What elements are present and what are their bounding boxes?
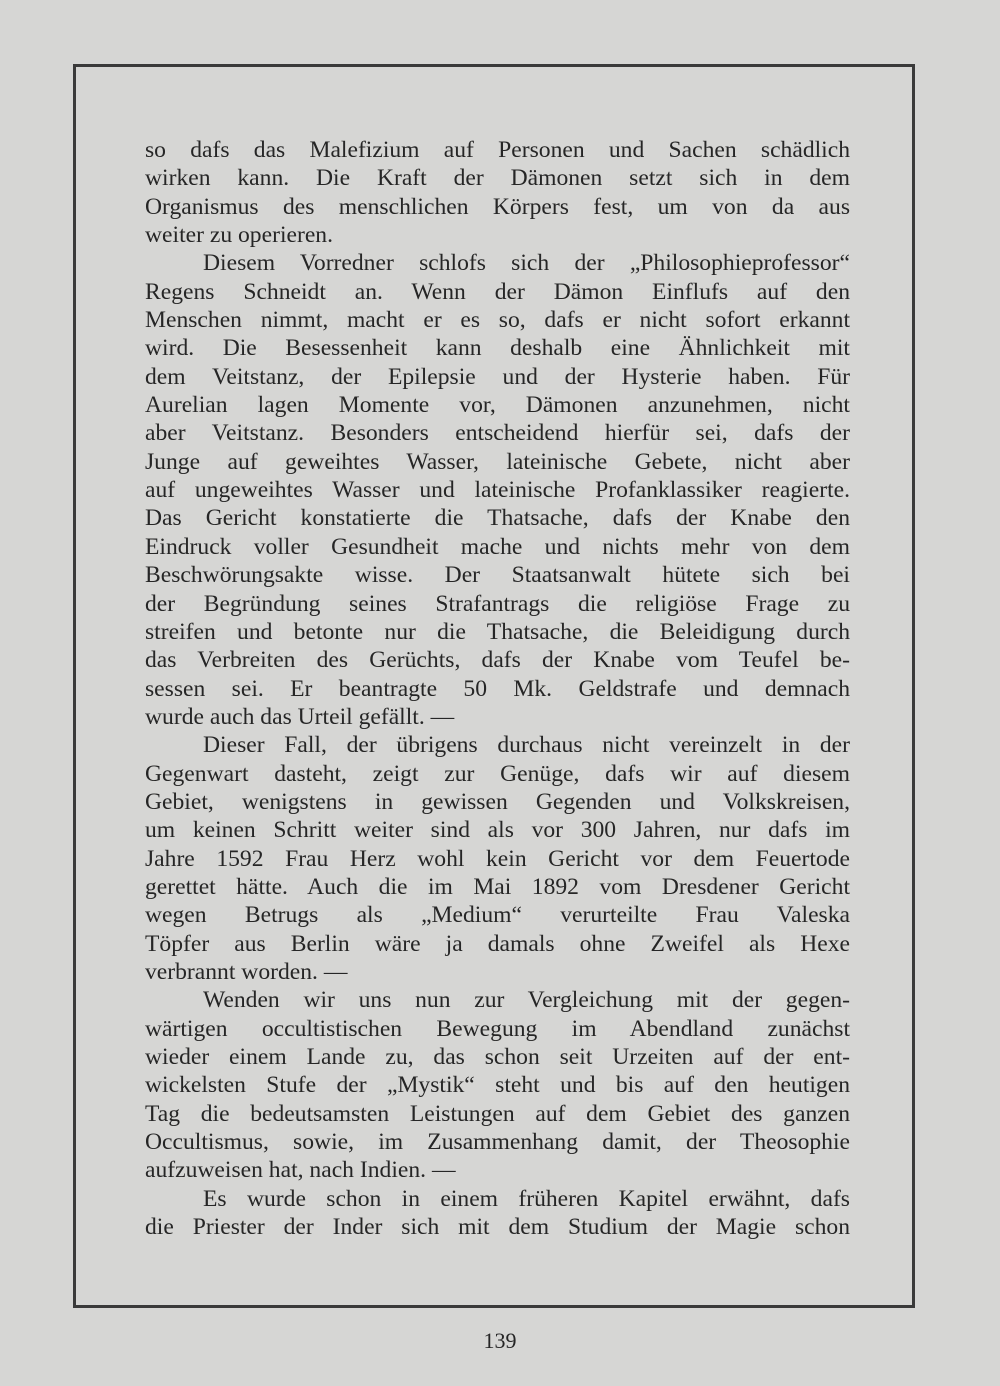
text-line: gerettet hätte. Auch die im Mai 1892 vom Dresdener Gericht: [145, 873, 850, 900]
text-line: Dieser Fall, der übrigens durchaus nicht vereinzelt in der: [203, 732, 850, 759]
text-line: Organismus des menschlichen Körpers fest, um von da aus: [145, 193, 850, 220]
text-line: die Priester der Inder sich mit dem Studium der Magie schon: [145, 1214, 850, 1241]
text-line: Tag die bedeutsamsten Leistungen auf dem Gebiet des ganzen: [145, 1100, 850, 1127]
text-line: Regens Schneidt an. Wenn der Dämon Einflufs auf den: [145, 278, 850, 305]
text-line: Das Gericht konstatierte die Thatsache, dafs der Knabe den: [145, 505, 850, 532]
text-line: das Verbreiten des Gerüchts, dafs der Knabe vom Teufel be-: [145, 647, 850, 674]
text-line: wegen Betrugs als „Medium“ verurteilte Frau Valeska: [145, 902, 850, 929]
text-line: Junge auf geweihtes Wasser, lateinische Gebete, nicht aber: [145, 448, 850, 475]
text-line: Aurelian lagen Momente vor, Dämonen anzunehmen, nicht: [145, 392, 850, 419]
text-line: aufzuweisen hat, nach Indien. —: [145, 1157, 456, 1184]
text-line: verbrannt worden. —: [145, 958, 348, 985]
text-line: Es wurde schon in einem früheren Kapitel erwähnt, dafs: [203, 1185, 850, 1212]
text-line: Wenden wir uns nun zur Vergleichung mit der gegen-: [203, 987, 850, 1014]
body-text: [145, 136, 850, 1241]
text-line: wickelsten Stufe der „Mystik“ steht und bis auf den heutigen: [145, 1072, 850, 1099]
text-line: weiter zu operieren.: [145, 222, 333, 249]
text-line: so dafs das Malefizium auf Personen und Sachen schädlich: [145, 137, 850, 163]
text-line: streifen und betonte nur die Thatsache, die Beleidigung durch: [145, 618, 850, 645]
text-line: Gegenwart dasteht, zeigt zur Genüge, dafs wir auf diesem: [145, 760, 850, 787]
text-line: aber Veitstanz. Besonders entscheidend hierfür sei, dafs der: [145, 420, 850, 447]
text-line: Menschen nimmt, macht er es so, dafs er nicht sofort erkannt: [145, 307, 850, 334]
text-line: Diesem Vorredner schlofs sich der „Philosophieprofessor“: [203, 250, 850, 277]
text-line: Jahre 1592 Frau Herz wohl kein Gericht vor dem Feuertode: [145, 845, 850, 872]
text-line: Occultismus, sowie, im Zusammenhang damit, der Theosophie: [145, 1129, 850, 1156]
text-line: wird. Die Besessenheit kann deshalb eine Ähnlichkeit mit: [145, 335, 850, 362]
text-line: wärtigen occultistischen Bewegung im Abendland zunächst: [145, 1015, 850, 1042]
text-line: dem Veitstanz, der Epilepsie und der Hysterie haben. Für: [145, 363, 850, 390]
text-line: Beschwörungsakte wisse. Der Staatsanwalt hütete sich bei: [145, 562, 850, 589]
text-line: Eindruck voller Gesundheit mache und nichts mehr von dem: [145, 533, 850, 560]
text-line: auf ungeweihtes Wasser und lateinische Profanklassiker reagierte.: [145, 477, 850, 504]
text-line: um keinen Schritt weiter sind als vor 300 Jahren, nur dafs im: [145, 817, 850, 844]
text-line: der Begründung seines Strafantrags die religiöse Frage zu: [145, 590, 850, 617]
text-line: Gebiet, wenigstens in gewissen Gegenden und Volkskreisen,: [145, 788, 850, 815]
page-number: 139: [483, 1328, 517, 1353]
text-line: Töpfer aus Berlin wäre ja damals ohne Zweifel als Hexe: [145, 930, 850, 957]
text-line: wirken kann. Die Kraft der Dämonen setzt sich in dem: [145, 165, 850, 192]
text-line: sessen sei. Er beantragte 50 Mk. Geldstrafe und demnach: [145, 675, 850, 702]
text-line: wurde auch das Urteil gefällt. —: [145, 703, 455, 730]
text-line: wieder einem Lande zu, das schon seit Urzeiten auf der ent-: [145, 1044, 850, 1070]
